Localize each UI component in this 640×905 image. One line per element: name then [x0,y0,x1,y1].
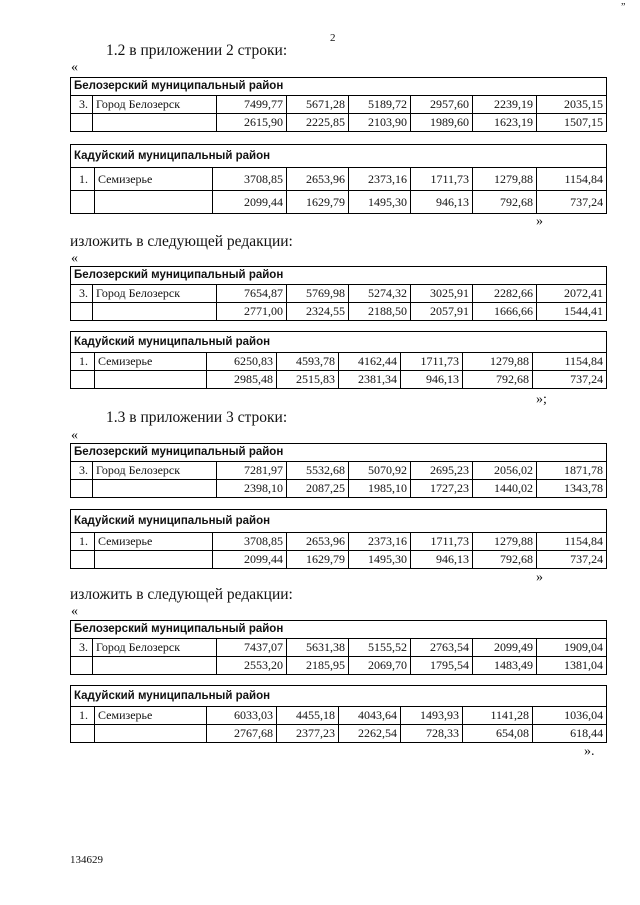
value-cell: 1154,84 [537,168,607,191]
district-header: Кадуйский муниципальный район [71,686,607,707]
value-cell: 2262,54 [339,725,401,743]
kaduy-table-new-app3 [70,685,607,743]
value-cell: 1871,78 [537,462,607,480]
value-cell: 4593,78 [277,353,339,371]
value-cell: 1154,84 [533,353,607,371]
table-row [71,353,607,371]
value-cell: 728,33 [401,725,463,743]
row-number: 3. [71,462,93,480]
table-row [71,462,607,480]
value-cell: 1727,23 [411,480,473,498]
value-cell: 2035,15 [537,96,607,114]
value-cell: 2225,85 [287,114,349,132]
value-cell: 1985,10 [349,480,411,498]
value-cell: 946,13 [411,551,473,569]
value-cell: 2957,60 [411,96,473,114]
value-cell: 2069,70 [349,657,411,675]
value-cell: 2072,41 [537,285,607,303]
value-cell: 2553,20 [217,657,287,675]
value-cell: 1507,15 [537,114,607,132]
value-cell: 2653,96 [287,168,349,191]
value-cell: 1544,41 [537,303,607,321]
value-cell: 2985,48 [207,371,277,389]
empty-cell [93,114,217,132]
value-cell: 3708,85 [213,533,287,551]
value-cell: 2099,49 [473,639,537,657]
value-cell: 5155,52 [349,639,411,657]
settlement-name: Город Белозерск [93,285,217,303]
value-cell: 792,68 [463,371,533,389]
value-cell: 2373,16 [349,533,411,551]
value-cell: 5671,28 [287,96,349,114]
value-cell: 5189,72 [349,96,411,114]
value-cell: 3708,85 [213,168,287,191]
open-quote: « [71,251,78,266]
value-cell: 1495,30 [349,551,411,569]
empty-cell [93,480,217,498]
value-cell: 946,13 [401,371,463,389]
value-cell: 737,24 [537,551,607,569]
value-cell: 2615,90 [217,114,287,132]
value-cell: 2515,83 [277,371,339,389]
value-cell: 6033,03 [207,707,277,725]
empty-cell [71,551,95,569]
replace-text: изложить в следующей редакции: [70,586,293,603]
value-cell: 1279,88 [463,353,533,371]
belozersk-table-new-app3 [70,620,607,675]
kaduy-table-old-app2 [70,144,607,214]
empty-cell [71,725,95,743]
empty-cell [71,371,95,389]
row-number: 1. [71,168,95,191]
table-row [71,480,607,498]
value-cell: 1483,49 [473,657,537,675]
value-cell: 5274,32 [349,285,411,303]
empty-cell [71,303,93,321]
value-cell: 1343,78 [537,480,607,498]
value-cell: 737,24 [533,371,607,389]
open-quote: « [71,604,78,619]
settlement-name: Семизерье [95,353,207,371]
corner-mark: „ [621,0,626,7]
value-cell: 2188,50 [349,303,411,321]
row-number: 1. [71,353,95,371]
empty-cell [93,303,217,321]
value-cell: 2099,44 [213,191,287,214]
table-row [71,96,607,114]
value-cell: 6250,83 [207,353,277,371]
settlement-name: Город Белозерск [93,639,217,657]
row-number: 3. [71,96,93,114]
empty-cell [95,371,207,389]
value-cell: 1493,93 [401,707,463,725]
belozersk-table-old-app3 [70,443,607,498]
table-row [71,533,607,551]
replace-text: изложить в следующей редакции: [70,233,293,250]
value-cell: 2373,16 [349,168,411,191]
table-row [71,551,607,569]
value-cell: 1629,79 [287,191,349,214]
value-cell: 2087,25 [287,480,349,498]
value-cell: 1711,73 [411,533,473,551]
value-cell: 792,68 [473,551,537,569]
settlement-name: Город Белозерск [93,462,217,480]
table-row [71,168,607,191]
close-quote: »; [536,392,547,407]
value-cell: 2103,90 [349,114,411,132]
value-cell: 2185,95 [287,657,349,675]
value-cell: 3025,91 [411,285,473,303]
empty-cell [95,551,213,569]
empty-cell [93,657,217,675]
value-cell: 1711,73 [401,353,463,371]
open-quote: « [71,60,78,75]
value-cell: 2282,66 [473,285,537,303]
value-cell: 5532,68 [287,462,349,480]
value-cell: 2767,68 [207,725,277,743]
value-cell: 1036,04 [533,707,607,725]
value-cell: 654,08 [463,725,533,743]
value-cell: 618,44 [533,725,607,743]
value-cell: 2324,55 [287,303,349,321]
kaduy-table-new-app2 [70,331,607,389]
empty-cell [71,657,93,675]
value-cell: 792,68 [473,191,537,214]
value-cell: 4455,18 [277,707,339,725]
section-heading-1-3: 1.3 в приложении 3 строки: [106,409,288,426]
value-cell: 2763,54 [411,639,473,657]
value-cell: 4162,44 [339,353,401,371]
value-cell: 1154,84 [537,533,607,551]
section-heading-1-2: 1.2 в приложении 2 строки: [106,42,288,59]
value-cell: 1623,19 [473,114,537,132]
value-cell: 1279,88 [473,168,537,191]
value-cell: 1711,73 [411,168,473,191]
value-cell: 5070,92 [349,462,411,480]
value-cell: 2377,23 [277,725,339,743]
close-quote: » [536,570,543,585]
kaduy-table-old-app3 [70,509,607,569]
value-cell: 1795,54 [411,657,473,675]
table-row [71,191,607,214]
close-quote: » [536,214,543,229]
value-cell: 2099,44 [213,551,287,569]
value-cell: 5769,98 [287,285,349,303]
value-cell: 1666,66 [473,303,537,321]
value-cell: 1909,04 [537,639,607,657]
value-cell: 4043,64 [339,707,401,725]
value-cell: 2381,34 [339,371,401,389]
settlement-name: Семизерье [95,533,213,551]
row-number: 3. [71,285,93,303]
value-cell: 1381,04 [537,657,607,675]
belozersk-table-new-app2 [70,266,607,321]
value-cell: 1989,60 [411,114,473,132]
table-row [71,303,607,321]
row-number: 1. [71,533,95,551]
value-cell: 7499,77 [217,96,287,114]
table-row [71,725,607,743]
district-header: Белозерский муниципальный район [71,444,607,462]
value-cell: 2057,91 [411,303,473,321]
district-header: Кадуйский муниципальный район [71,145,607,168]
empty-cell [71,480,93,498]
value-cell: 1279,88 [473,533,537,551]
row-number: 3. [71,639,93,657]
value-cell: 2056,02 [473,462,537,480]
open-quote: « [71,428,78,443]
table-row [71,657,607,675]
district-header: Белозерский муниципальный район [71,78,607,96]
value-cell: 1440,02 [473,480,537,498]
value-cell: 2239,19 [473,96,537,114]
value-cell: 5631,38 [287,639,349,657]
value-cell: 1141,28 [463,707,533,725]
empty-cell [95,191,213,214]
settlement-name: Город Белозерск [93,96,217,114]
belozersk-table-old-app2 [70,77,607,132]
empty-cell [95,725,207,743]
page-number: 2 [330,32,336,44]
row-number: 1. [71,707,95,725]
settlement-name: Семизерье [95,168,213,191]
district-header: Кадуйский муниципальный район [71,510,607,533]
value-cell: 737,24 [537,191,607,214]
table-row [71,285,607,303]
value-cell: 2398,10 [217,480,287,498]
value-cell: 2653,96 [287,533,349,551]
district-header: Белозерский муниципальный район [71,267,607,285]
table-row [71,639,607,657]
close-quote: ». [584,744,595,759]
value-cell: 2695,23 [411,462,473,480]
value-cell: 1629,79 [287,551,349,569]
table-row [71,371,607,389]
table-row [71,707,607,725]
value-cell: 7281,97 [217,462,287,480]
value-cell: 7437,07 [217,639,287,657]
district-header: Белозерский муниципальный район [71,621,607,639]
value-cell: 946,13 [411,191,473,214]
value-cell: 1495,30 [349,191,411,214]
empty-cell [71,114,93,132]
table-row [71,114,607,132]
value-cell: 2771,00 [217,303,287,321]
district-header: Кадуйский муниципальный район [71,332,607,353]
settlement-name: Семизерье [95,707,207,725]
value-cell: 7654,87 [217,285,287,303]
empty-cell [71,191,95,214]
document-code: 134629 [70,854,103,866]
